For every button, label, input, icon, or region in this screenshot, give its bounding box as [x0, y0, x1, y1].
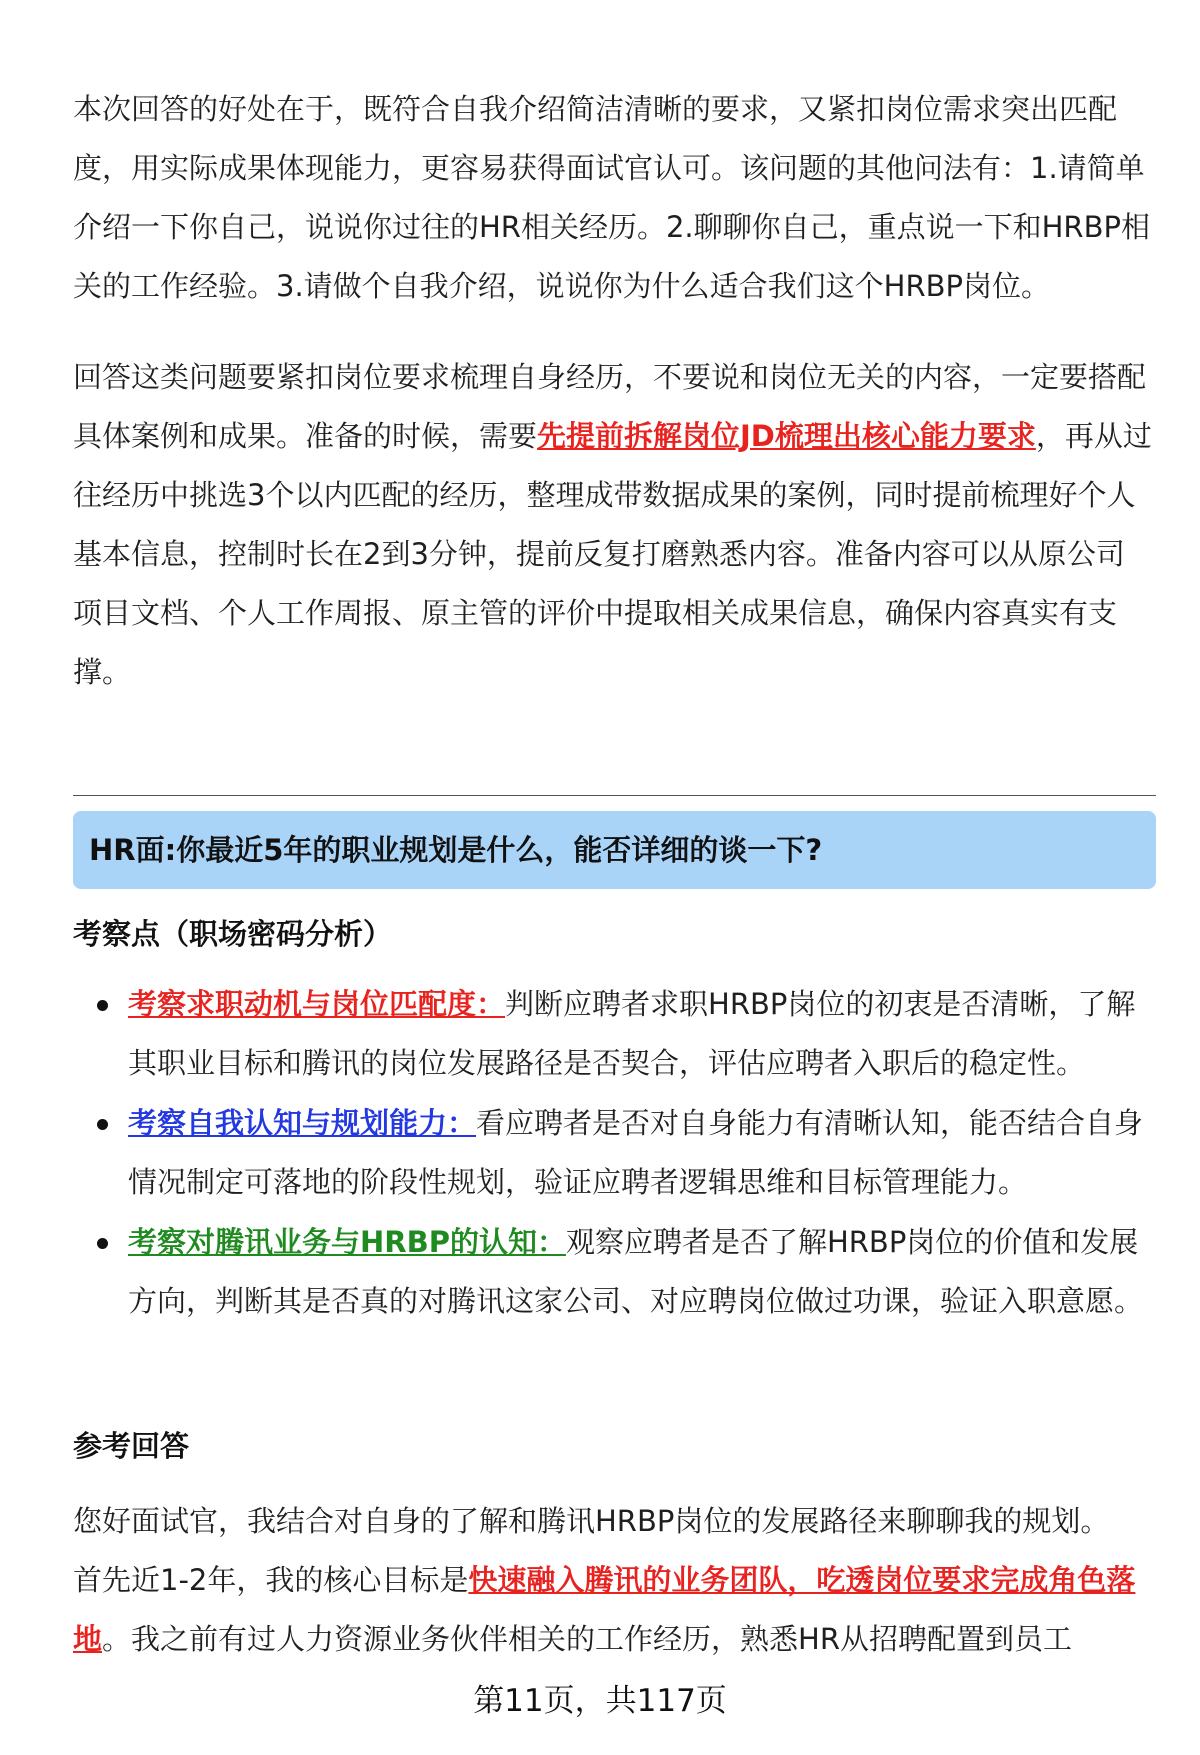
analysis-point [73, 1213, 1163, 1331]
question-box [73, 811, 1156, 889]
intro-paragraph-1: 本次回答的好处在于，既符合自我介绍简洁清晰的要求，又紧扣岗位需求突出匹配度，用实际成果体现能力，更容易获得面试官认可。该问题的其他问法有：1.请简单介绍一下你自己，说说你过往的HR相关经历。2.聊聊你自己，重点说一下和HRBP相关的工作经验。3.请做个自我介绍，说说你为什么适合我们这个HRBP岗位。 [73, 92, 1150, 303]
section-divider [73, 795, 1156, 796]
analysis-point-label: 考察自我认知与规划能力： [128, 1106, 477, 1140]
analysis-point-label: 考察求职动机与岗位匹配度： [128, 987, 506, 1021]
bullet-icon [97, 1119, 108, 1130]
bullet-icon [97, 1000, 108, 1011]
answer-highlight: 快速融入腾讯的业务团队，吃透岗位要求完成角色落地 [73, 1563, 1136, 1656]
intro-paragraph-2-after: ，再从过往经历中挑选3个以内匹配的经历，整理成带数据成果的案例，同时提前梳理好个人基本信息，控制时长在2到3分钟，提前反复打磨熟悉内容。准备内容可以从原公司项目文档、个人工作周报、原主管的评价中提取相关成果信息，确保内容真实有支撑。 [73, 419, 1152, 689]
answer-paragraph [73, 1492, 1153, 1669]
question-title: HR面:你最近5年的职业规划是什么，能否详细的谈一下? [89, 833, 823, 867]
intro-paragraph-2 [73, 348, 1153, 702]
analysis-point-text: 看应聘者是否对自身能力有清晰认知，能否结合自身情况制定可落地的阶段性规划，验证应聘者逻辑思维和目标管理能力。 [128, 1106, 1144, 1199]
answer-line-1: 您好面试官，我结合对自身的了解和腾讯HRBP岗位的发展路径来聊聊我的规划。 [73, 1504, 1110, 1538]
analysis-point-text: 观察应聘者是否了解HRBP岗位的价值和发展方向，判断其是否真的对腾讯这家公司、对应聘岗位做过功课，验证入职意愿。 [128, 1225, 1144, 1318]
analysis-point-label: 考察对腾讯业务与HRBP的认知： [128, 1225, 566, 1259]
page-footer: 第11页，共117页 [473, 1683, 727, 1719]
analysis-heading: 考察点（职场密码分析） [73, 917, 393, 951]
answer-after: 。我之前有过人力资源业务伙伴相关的工作经历，熟悉HR从招聘配置到员工 [102, 1622, 1072, 1656]
answer-before: 首先近1-2年，我的核心目标是 [73, 1563, 469, 1597]
analysis-point [73, 975, 1163, 1093]
analysis-point-text: 判断应聘者求职HRBP岗位的初衷是否清晰，了解其职业目标和腾讯的岗位发展路径是否契合，评估应聘者入职后的稳定性。 [128, 987, 1136, 1080]
bullet-icon [97, 1238, 108, 1249]
intro-paragraph-2-before: 回答这类问题要紧扣岗位要求梳理自身经历，不要说和岗位无关的内容，一定要搭配具体案例和成果。准备的时候，需要 [73, 360, 1147, 453]
intro-paragraph-2-highlight: 先提前拆解岗位JD梳理出核心能力要求 [537, 419, 1036, 453]
analysis-point [73, 1094, 1163, 1212]
answer-heading: 参考回答 [73, 1429, 190, 1463]
analysis-points-list [73, 975, 1163, 1332]
